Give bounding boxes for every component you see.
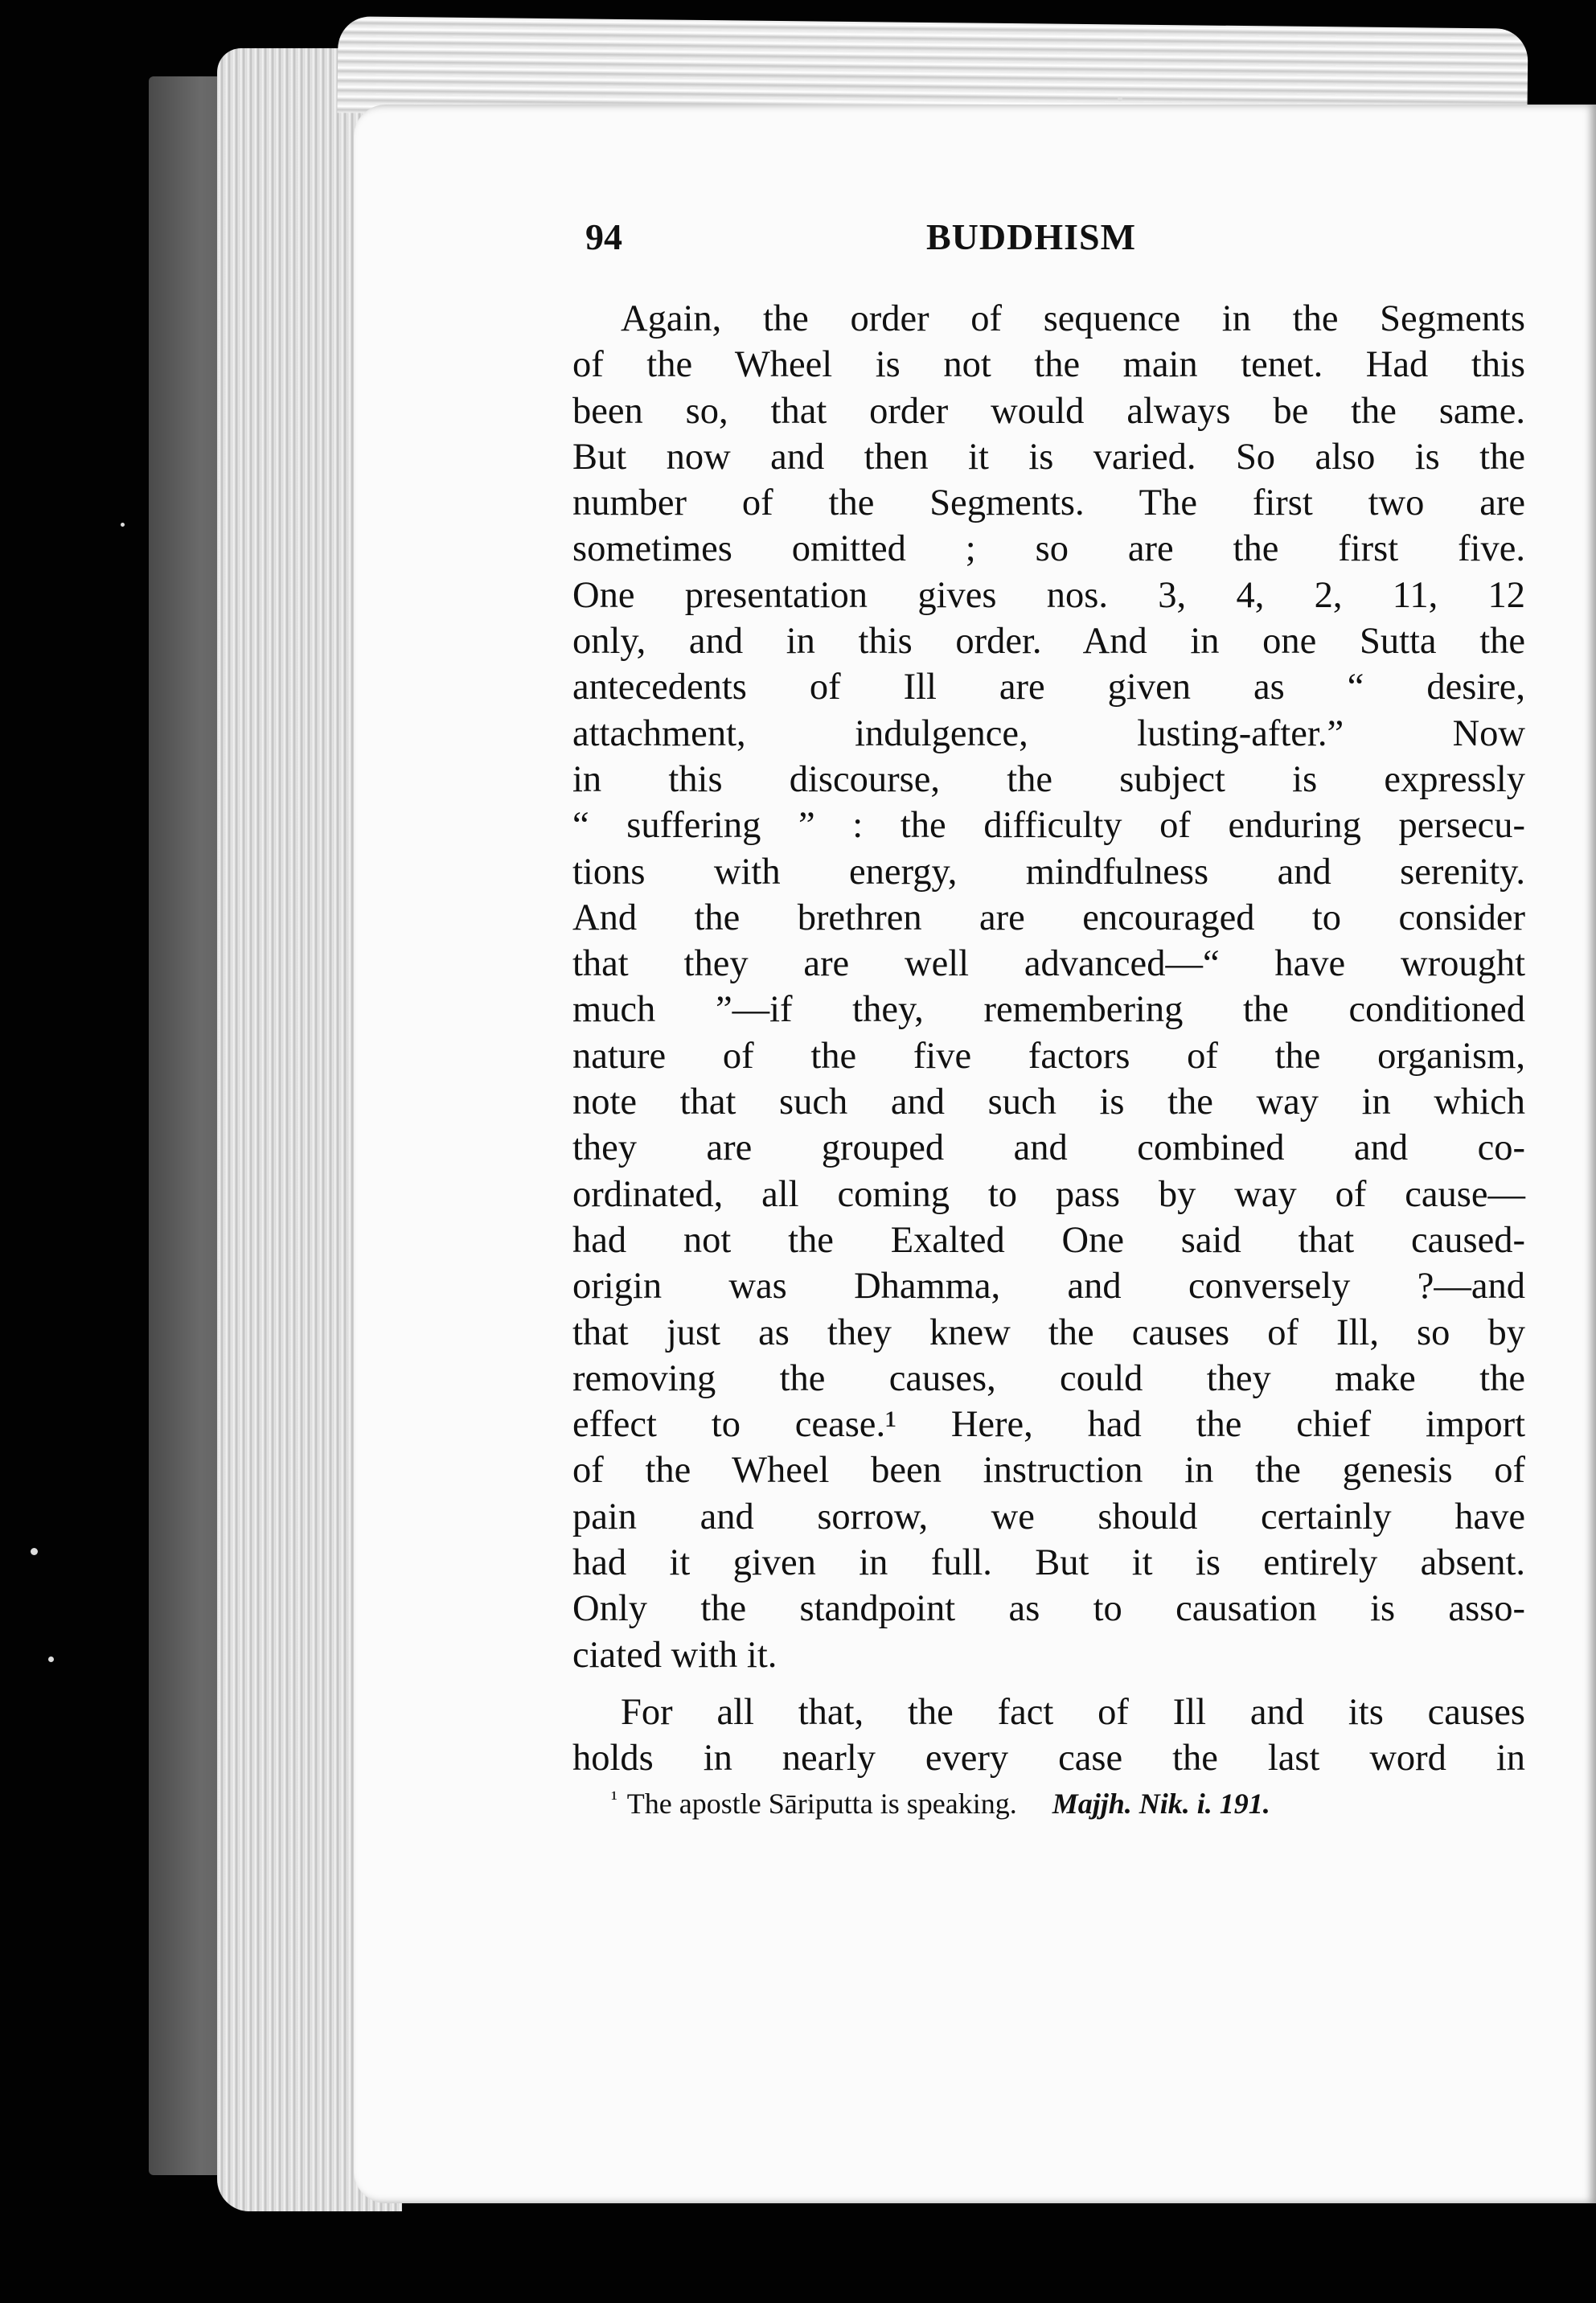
- text-line: they are grouped and combined and co-: [572, 1127, 1525, 1169]
- page-header: [585, 216, 1518, 264]
- text-line: in this discourse, the subject is expressly: [572, 758, 1525, 800]
- text-line: ciated with it.: [572, 1634, 777, 1676]
- paragraph-gap: [572, 1678, 1525, 1689]
- text-line: tions with energy, mindfulness and serenity.: [572, 851, 1525, 893]
- text-line: Again, the order of sequence in the Segments: [621, 298, 1525, 339]
- text-line: much ”—if they, remembering the conditioned: [572, 989, 1525, 1031]
- text-line: had it given in full. But it is entirely absent.: [572, 1542, 1525, 1584]
- paragraph: [572, 1689, 1525, 1782]
- text-line: antecedents of Ill are given as “ desire,: [572, 667, 1525, 708]
- text-line: note that such and such is the way in which: [572, 1082, 1525, 1123]
- footnote-text: The apostle Sāriputta is speaking.: [626, 1788, 1017, 1820]
- text-line: sometimes omitted ; so are the first five.: [572, 528, 1525, 570]
- dust-speck: [31, 1548, 38, 1555]
- text-line: of the Wheel is not the main tenet. Had this: [572, 344, 1525, 386]
- text-line: removing the causes, could they make the: [572, 1357, 1525, 1399]
- dust-speck: [121, 523, 125, 527]
- text-line: holds in nearly every case the last word in: [572, 1738, 1525, 1780]
- text-line: effect to cease.¹ Here, had the chief import: [572, 1404, 1525, 1446]
- text-line: ordinated, all coming to pass by way of cause—: [572, 1173, 1525, 1215]
- text-line: number of the Segments. The first two are: [572, 482, 1525, 524]
- dust-speck: [48, 1656, 54, 1662]
- text-line: But now and then it is varied. So also is the: [572, 436, 1525, 478]
- text-line: One presentation gives nos. 3, 4, 2, 11, 12: [572, 574, 1525, 616]
- text-line: had not the Exalted One said that caused-: [572, 1219, 1525, 1261]
- footnote: [611, 1787, 1516, 1821]
- paragraph: [572, 296, 1525, 1678]
- text-line: attachment, indulgence, lusting-after.” Now: [572, 712, 1525, 754]
- dust-speck: [1118, 96, 1122, 101]
- text-line: origin was Dhamma, and conversely ?—and: [572, 1266, 1525, 1307]
- text-line: that they are well advanced—“ have wrought: [572, 943, 1525, 985]
- text-line: pain and sorrow, we should certainly have: [572, 1496, 1525, 1537]
- text-line: nature of the five factors of the organism,: [572, 1035, 1525, 1077]
- text-line: that just as they knew the causes of Ill, so by: [572, 1312, 1525, 1353]
- footnote-marker: ¹: [611, 1787, 617, 1810]
- running-head: BUDDHISM: [926, 216, 1137, 257]
- text-line: been so, that order would always be the same.: [572, 390, 1525, 432]
- text-line: “ suffering ” : the difficulty of enduring persecu-: [572, 805, 1525, 847]
- page-body: [572, 296, 1525, 1782]
- page-number: 94: [585, 216, 622, 257]
- text-line: of the Wheel been instruction in the genesis of: [572, 1450, 1525, 1492]
- text-line: only, and in this order. And in one Sutta the: [572, 621, 1525, 663]
- text-line: And the brethren are encouraged to consider: [572, 897, 1525, 938]
- footnote-citation: Majjh. Nik. i. 191.: [1052, 1788, 1270, 1820]
- text-line: Only the standpoint as to causation is asso-: [572, 1588, 1525, 1630]
- text-line: For all that, the fact of Ill and its causes: [621, 1691, 1525, 1733]
